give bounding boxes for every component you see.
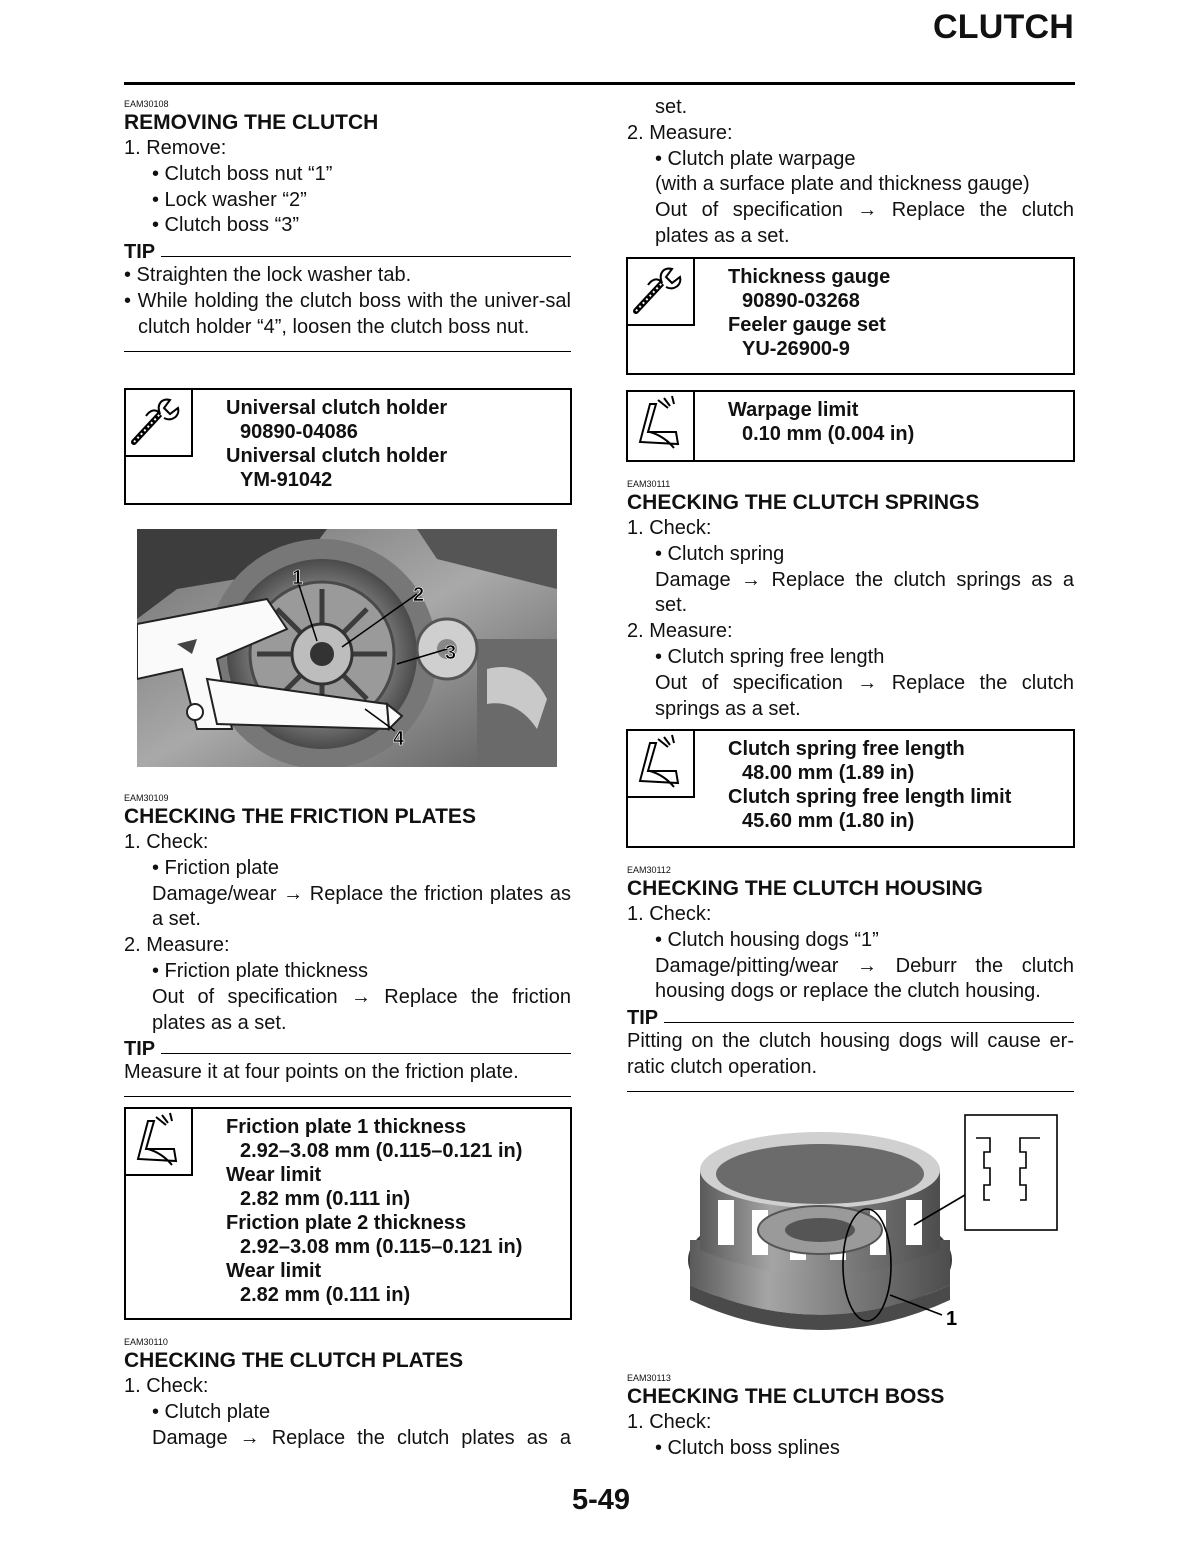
tip-end-rule — [124, 1096, 571, 1097]
chapter-title: CLUTCH — [933, 8, 1074, 46]
bullet-item: • Clutch spring — [655, 542, 785, 565]
spec-box — [124, 1107, 572, 1320]
photo-callout: 2 — [413, 584, 425, 606]
bullet-item: • Clutch spring free length — [655, 645, 885, 668]
left-column — [124, 98, 571, 352]
clutch-housing-photo — [680, 1110, 1060, 1340]
step-check: 1. Check: — [627, 517, 712, 539]
tool-name: Feeler gauge set — [728, 314, 886, 336]
section-title-friction-plates: CHECKING THE FRICTION PLATES — [124, 805, 476, 828]
bullet-item: • Friction plate — [152, 856, 280, 879]
tip-item: • Straighten the lock washer tab. — [124, 264, 412, 287]
spec-value: 2.82 mm (0.111 in) — [240, 1284, 411, 1306]
bullet-note: (with a surface plate and thickness gauge) — [655, 173, 1030, 196]
bullet-text: Out of specification → Replace the clutch springs as a set. — [655, 671, 1074, 720]
bullet-text-inner: Damage/wear → Replace the friction plates as a set. — [152, 882, 571, 931]
caliper-spec-icon — [628, 392, 695, 460]
clutch-housing-section — [627, 864, 1074, 1092]
bullet-item: • Clutch boss splines — [655, 1436, 840, 1459]
section-code: EAM30110 — [124, 1337, 168, 1347]
spec-value: 2.82 mm (0.111 in) — [240, 1188, 411, 1210]
tool-name: Universal clutch holder — [226, 397, 448, 419]
tool-number: YM-91042 — [240, 469, 333, 491]
section-code: EAM30112 — [627, 865, 671, 875]
spec-label: Wear limit — [226, 1260, 322, 1282]
special-tool-icon — [628, 259, 695, 326]
section-code: EAM30109 — [124, 793, 169, 803]
bullet-text — [124, 882, 571, 934]
step-check: 1. Check: — [124, 1375, 209, 1397]
photo-callout: 1 — [946, 1308, 958, 1330]
section-code: EAM30111 — [627, 479, 671, 489]
bullet-text: Out of specification → Replace the friction plates as a set. — [152, 985, 571, 1034]
section-title-clutch-housing: CHECKING THE CLUTCH HOUSING — [627, 877, 983, 900]
step-measure: 2. Measure: — [627, 620, 733, 643]
section-title-clutch-boss: CHECKING THE CLUTCH BOSS — [627, 1385, 945, 1408]
section-code: EAM30113 — [627, 1373, 671, 1383]
list-item: • Clutch boss nut “1” — [152, 162, 333, 185]
bullet-item: • Clutch plate — [152, 1400, 271, 1423]
step-remove: 1. Remove: — [124, 137, 227, 159]
tool-name: Universal clutch holder — [226, 445, 448, 467]
clutch-boss-section — [627, 1372, 1074, 1462]
bullet-item: • Clutch housing dogs “1” — [655, 928, 879, 951]
step-check: 1. Check: — [627, 903, 712, 925]
spec-values — [226, 1115, 522, 1307]
spec-label: Warpage limit — [728, 399, 859, 421]
caliper-spec-icon — [628, 731, 695, 798]
tip-label: TIP — [627, 1007, 1074, 1029]
section-title-clutch-plates: CHECKING THE CLUTCH PLATES — [124, 1349, 464, 1372]
tip-end-rule — [627, 1091, 1074, 1092]
tip-label: TIP — [124, 241, 571, 263]
tip-item: • While holding the clutch boss with the univer-sal clutch holder “4”, loosen the clutch boss nut. — [124, 289, 571, 338]
spec-label: Clutch spring free length — [728, 738, 965, 760]
tool-spec — [226, 396, 447, 492]
tool-number: 90890-03268 — [742, 290, 860, 312]
spec-label: Friction plate 1 thickness — [226, 1116, 467, 1138]
tip-text: Measure it at four points on the friction plate. — [124, 1061, 519, 1084]
bullet-list — [124, 162, 571, 239]
list-item: • Clutch boss “3” — [152, 214, 300, 237]
step-measure: 2. Measure: — [627, 121, 733, 144]
bullet-text: Out of specification → Replace the clutch plates as a set. — [655, 199, 1074, 247]
spec-values — [728, 737, 1011, 833]
spec-value: 45.60 mm (1.80 in) — [742, 810, 915, 832]
tool-number: 90890-04086 — [240, 421, 358, 443]
bullet-text: Damage/pitting/wear → Deburr the clutch housing dogs or replace the clutch housing. — [655, 954, 1074, 1003]
spec-box — [626, 729, 1075, 848]
step-check: 1. Check: — [124, 831, 209, 853]
step-check: 1. Check: — [627, 1411, 712, 1433]
special-tool-icon — [126, 390, 193, 457]
tool-number: YU-26900-9 — [742, 338, 850, 360]
page-number: 5-49 — [572, 1484, 631, 1516]
spec-label: Clutch spring free length limit — [728, 786, 1012, 808]
section-code: EAM30108 — [124, 99, 169, 109]
caliper-spec-icon — [126, 1109, 193, 1176]
spec-label: Wear limit — [226, 1164, 322, 1186]
tool-spec — [728, 265, 890, 361]
bullet-text: Damage → Replace the clutch springs as a set. — [655, 568, 1074, 617]
continued-text: set. — [655, 96, 688, 118]
tool-name: Thickness gauge — [728, 266, 891, 288]
tip-label: TIP — [124, 1038, 571, 1060]
tip-text: Pitting on the clutch housing dogs will cause er-ratic clutch operation. — [627, 1030, 1074, 1078]
bullet-item: • Clutch plate warpage — [655, 147, 856, 170]
spec-value: 0.10 mm (0.004 in) — [742, 423, 915, 445]
step-measure: 2. Measure: — [124, 934, 230, 957]
list-item: • Lock washer “2” — [152, 188, 307, 211]
clutch-plates-section — [124, 1336, 571, 1451]
section-title-removing-clutch: REMOVING THE CLUTCH — [124, 111, 379, 134]
special-tool-box — [626, 257, 1075, 375]
right-column — [627, 95, 1074, 250]
spec-box — [626, 390, 1075, 462]
bullet-text: Damage → Replace the clutch plates as a — [152, 1426, 571, 1449]
tip-body — [124, 263, 571, 340]
section-title-clutch-springs: CHECKING THE CLUTCH SPRINGS — [627, 491, 980, 514]
friction-plates-section — [124, 792, 571, 1097]
header-rule — [124, 82, 1075, 85]
spec-value: 2.92–3.08 mm (0.115–0.121 in) — [240, 1140, 523, 1162]
spec-values — [728, 398, 914, 446]
tip-end-rule — [124, 351, 571, 352]
spec-value: 2.92–3.08 mm (0.115–0.121 in) — [240, 1236, 523, 1258]
spec-label: Friction plate 2 thickness — [226, 1212, 467, 1234]
photo-callout: 4 — [393, 728, 405, 750]
photo-callout: 3 — [445, 642, 457, 664]
spec-value: 48.00 mm (1.89 in) — [742, 762, 915, 784]
bullet-item: • Friction plate thickness — [152, 959, 368, 982]
clutch-springs-section — [627, 478, 1074, 722]
special-tool-box — [124, 388, 572, 505]
photo-callout: 1 — [292, 567, 304, 589]
clutch-removal-photo — [137, 529, 557, 767]
